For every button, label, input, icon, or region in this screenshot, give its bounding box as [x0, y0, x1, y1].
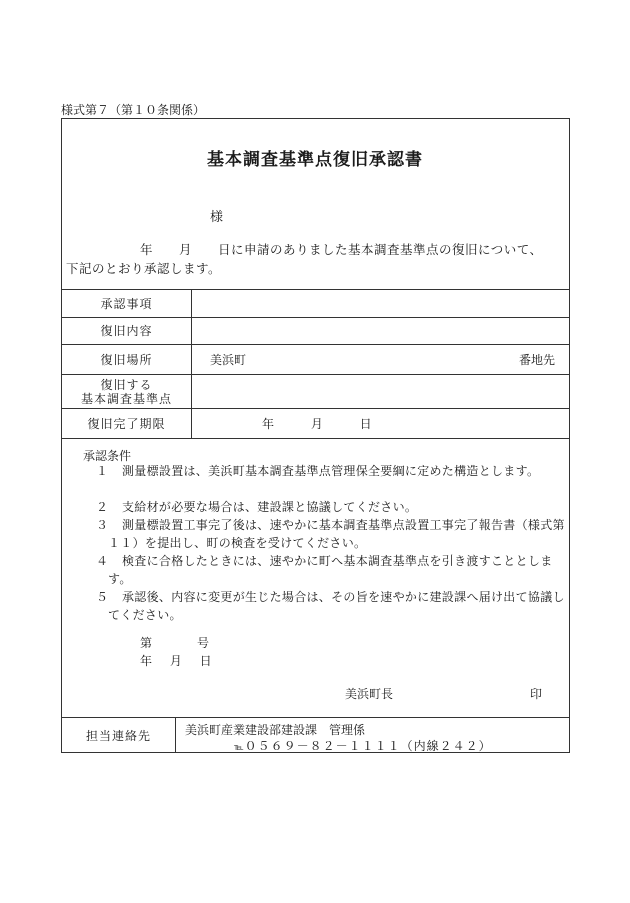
row-value-restoration-place[interactable]	[192, 345, 570, 375]
condition-text: 測量標設置工事完了後は、速やかに基本調査基準点設置工事完了報告書（様式第１１）を提出し、町の検査を受けてください。	[108, 518, 565, 550]
table-row	[62, 409, 570, 439]
row-label-restoration-place: 復旧場所	[62, 345, 192, 375]
table-row	[62, 290, 570, 318]
deadline-month: 月	[310, 417, 324, 431]
row-label-deadline: 復旧完了期限	[62, 409, 192, 439]
telephone-icon: ℡	[234, 743, 245, 753]
contact-label: 担当連絡先	[62, 718, 176, 752]
deadline-day: 日	[359, 417, 373, 431]
condition-number: １	[96, 464, 109, 478]
condition-number: ２	[96, 500, 109, 514]
issuer-name: 美浜町長	[345, 687, 394, 701]
row-label-line-2: 基本調査基準点	[80, 391, 172, 406]
table-row	[62, 375, 570, 409]
place-suffix: 番地先	[518, 353, 555, 367]
conditions-heading: 承認条件	[83, 449, 132, 463]
contact-phone-number: ０５６９－８２－１１１１（内線２４２）	[244, 739, 492, 753]
condition-number: ５	[96, 590, 109, 604]
condition-item	[96, 588, 566, 624]
condition-text: 支給材が必要な場合は、建設課と協議してください。	[122, 500, 418, 514]
row-value-restoration-content[interactable]	[192, 318, 570, 345]
contact-box	[61, 717, 570, 753]
condition-number: ４	[96, 554, 109, 568]
condition-text: 検査に合格したときには、速やかに町へ基本調査基準点を引き渡すこととします。	[108, 554, 553, 586]
contact-body	[176, 718, 569, 752]
row-label-target-point	[62, 375, 192, 409]
addressee-suffix: 様	[210, 210, 224, 225]
issue-date: 年 月 日	[140, 654, 212, 668]
row-label-approval-item: 承認事項	[62, 290, 192, 318]
contact-phone	[234, 737, 492, 754]
contact-department: 美浜町産業建設部建設課 管理係	[185, 723, 366, 737]
row-value-deadline[interactable]	[192, 409, 570, 439]
place-town: 美浜町	[210, 353, 247, 367]
table-row	[62, 345, 570, 375]
issue-number-prefix: 第	[140, 636, 153, 650]
row-label-restoration-content: 復旧内容	[62, 318, 192, 345]
condition-item	[96, 516, 566, 552]
row-value-approval-item[interactable]	[192, 290, 570, 318]
intro-line-2: 下記のとおり承認します。	[66, 261, 222, 276]
condition-number: ３	[96, 518, 109, 532]
issue-number-suffix: 号	[197, 636, 210, 650]
condition-text: 承認後、内容に変更が生じた場合は、その旨を速やかに建設課へ届け出て協議してください。	[108, 590, 565, 622]
table-row	[62, 318, 570, 345]
intro-line-1: 年 月 日に申請のありました基本調査基準点の復旧について、	[140, 242, 543, 257]
condition-item	[96, 552, 566, 588]
condition-item	[96, 462, 566, 480]
condition-item	[96, 498, 566, 516]
approval-table	[61, 289, 570, 439]
seal-mark: 印	[530, 687, 543, 701]
row-value-target-point[interactable]	[192, 375, 570, 409]
form-number: 様式第７（第１０条関係）	[61, 103, 206, 117]
document-title: 基本調査基準点復旧承認書	[207, 150, 423, 170]
condition-text: 測量標設置は、美浜町基本調査基準点管理保全要綱に定めた構造とします。	[122, 464, 540, 478]
deadline-year: 年	[262, 417, 276, 431]
row-label-line-1: 復旧する	[100, 377, 153, 392]
